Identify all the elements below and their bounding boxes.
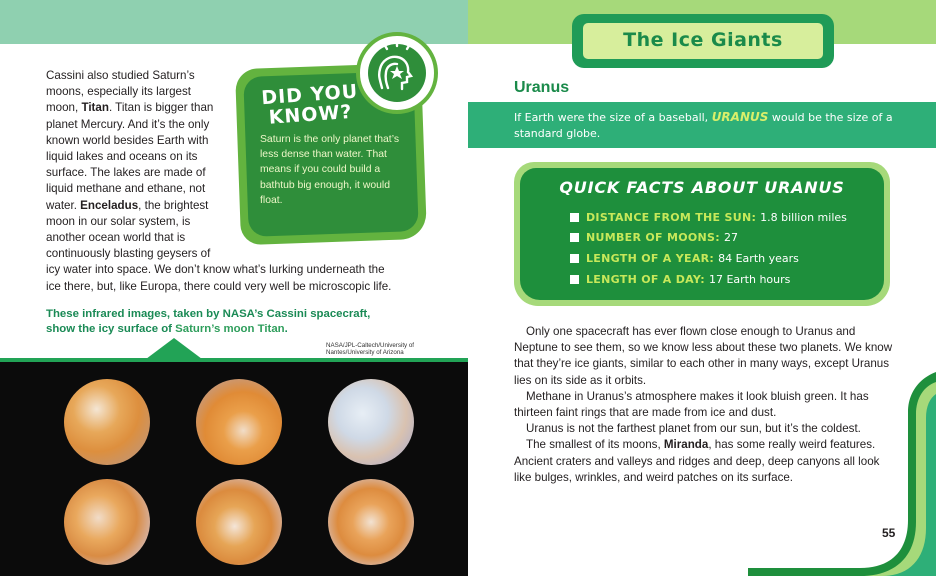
photo-credit: NASA/JPL-Caltech/University of Nantes/University of Arizona xyxy=(326,342,415,357)
paragraph: Only one spacecraft has ever flown close enough to Uranus and Neptune to see them, so we know less about these two planets. We know that they’re ice giants, similar to each other in many ways, except Uranus lies on its side as it orbits. xyxy=(514,325,893,387)
quick-fact-item: NUMBER OF MOONS: 27 xyxy=(570,228,870,249)
photo-caption: These infrared images, taken by NASA’s Cassini spacecraft, show the icy surface of Saturn’s moon Titan. xyxy=(46,308,371,335)
page-number: 55 xyxy=(882,526,896,540)
paragraph-line: liquid lakes and oceans on its xyxy=(46,150,198,164)
titan-image-6 xyxy=(328,479,414,565)
paragraph-line: planet Mercury. And it’s the only xyxy=(46,117,210,131)
photo-notch xyxy=(142,338,206,362)
checkbox-icon xyxy=(570,254,579,263)
titan-image-1 xyxy=(64,379,150,465)
checkbox-icon xyxy=(570,275,579,284)
paragraph: Uranus is not the farthest planet from our sun, but it’s the coldest. xyxy=(526,422,861,436)
quick-fact-item: DISTANCE FROM THE SUN: 1.8 billion miles xyxy=(570,207,870,228)
paragraph-line: surface. The lakes are made of xyxy=(46,166,206,180)
section-heading: Uranus xyxy=(514,79,570,96)
quick-fact-item: LENGTH OF A DAY: 17 Earth hours xyxy=(570,269,870,290)
paragraph-line: continuously blasting geysers of xyxy=(46,247,211,261)
paragraph: Methane in Uranus’s atmosphere makes it look bluish green. It has thirteen faint rings that are made from ice and dust. xyxy=(514,389,869,420)
quick-facts-list xyxy=(570,207,870,289)
paragraph-line: Cassini also studied Saturn’s xyxy=(46,69,195,82)
did-you-know-title: DID YOU KNOW? xyxy=(260,80,359,129)
checkbox-icon xyxy=(570,233,579,242)
checkbox-icon xyxy=(570,213,579,222)
paragraph-line: water. Enceladus, the brightest xyxy=(46,198,209,212)
chapter-title: The Ice Giants xyxy=(623,29,783,51)
quick-fact-item: LENGTH OF A YEAR: 84 Earth years xyxy=(570,248,870,269)
paragraph-line: moon in our solar system, is xyxy=(46,214,191,228)
brain-star-badge xyxy=(356,32,438,114)
paragraph-line: icy water into space. We don’t know what’s lurking underneath the xyxy=(46,263,385,277)
paragraph-line: another ocean world that is xyxy=(46,231,186,245)
right-page xyxy=(468,0,936,576)
did-you-know-text: Saturn is the only planet that’s less dense than water. That means if you could build a bathtub big enough, it would float. xyxy=(260,134,400,206)
titan-image-5 xyxy=(196,479,282,565)
paragraph-line: liquid methane and ethane, not xyxy=(46,182,206,196)
brain-star-icon xyxy=(360,36,434,110)
quick-facts-title: QUICK FACTS ABOUT URANUS xyxy=(559,178,845,197)
paragraph-line: moons, especially its largest xyxy=(46,85,191,99)
titan-image-4 xyxy=(64,479,150,565)
titan-image-3 xyxy=(328,379,414,465)
titan-photo-panel xyxy=(0,362,468,576)
comparison-text: If Earth were the size of a baseball, URANUS would be the size of a standard globe. xyxy=(514,110,893,140)
paragraph: The smallest of its moons, Miranda, has some really weird features. Ancient craters and valleys and ridges and deep, deep canyons all look like bulges, wrinkles, and weird patches on its surface. xyxy=(514,438,880,484)
paragraph-line: known world besides Earth with xyxy=(46,133,209,147)
paragraph-line: ice there, but, like Europa, there could very well be microscopic life. xyxy=(46,279,392,293)
corner-stripes-decoration xyxy=(748,372,936,576)
titan-image-2 xyxy=(196,379,282,465)
paragraph-line: moon, Titan. Titan is bigger than xyxy=(46,101,214,115)
